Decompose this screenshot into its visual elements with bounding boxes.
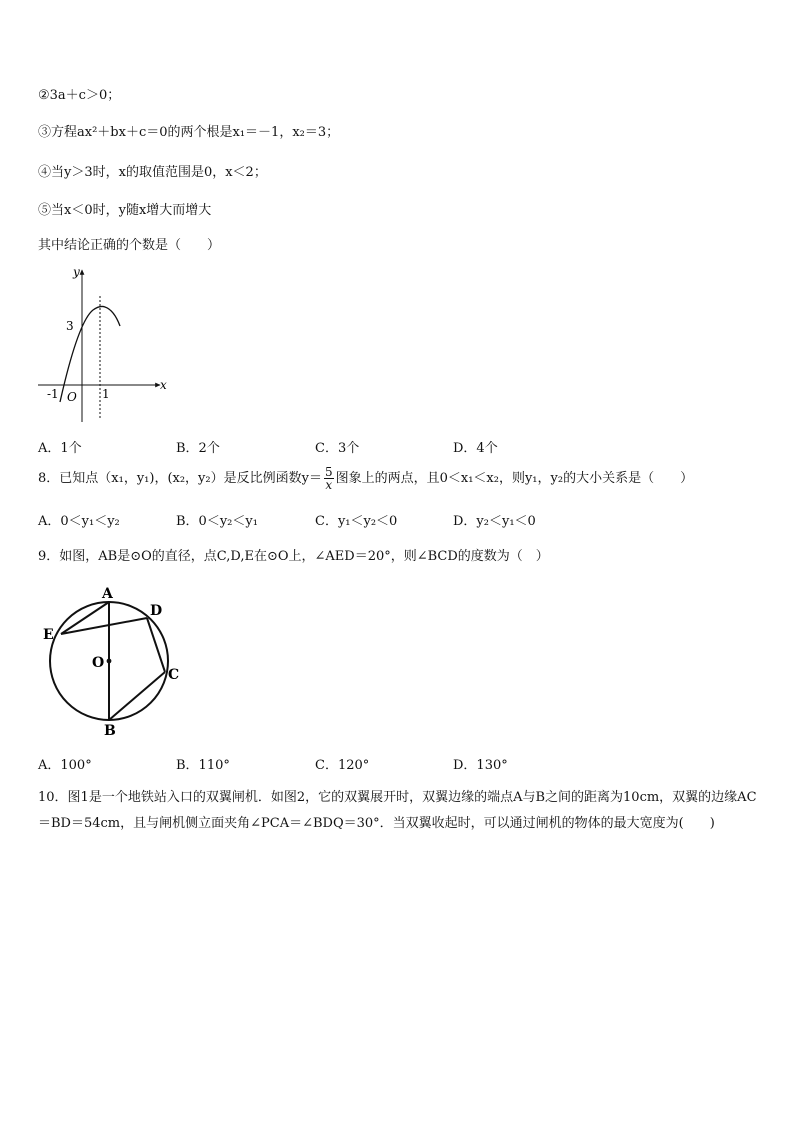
q8-fraction-numerator: 5 <box>324 465 333 479</box>
q9-circle-figure <box>38 583 198 738</box>
q8-option-c[interactable]: C．y₁＜y₂＜0 <box>315 514 398 529</box>
q7-option-c[interactable]: C．3个 <box>315 441 360 456</box>
q8-text-after: 图象上的两点，且0＜x₁＜x₂，则y₁，y₂的大小关系是（ ） <box>335 471 694 486</box>
q7-prompt: 其中结论正确的个数是（ ） <box>38 238 221 253</box>
y-axis-label: y <box>73 265 80 279</box>
label-b: B <box>104 723 116 738</box>
q7-option-b[interactable]: B．2个 <box>176 441 220 456</box>
q8-option-d[interactable]: D．y₂＜y₁＜0 <box>453 514 536 529</box>
tick-label-3: 3 <box>66 319 74 333</box>
tick-label-neg1: -1 <box>47 387 59 401</box>
q7-options <box>38 437 760 457</box>
q9-option-b[interactable]: B．110° <box>176 758 230 773</box>
label-o: O <box>92 655 105 671</box>
q8-option-a[interactable]: A．0＜y₁＜y₂ <box>38 514 120 529</box>
q10-stem: 10．图1是一个地铁站入口的双翼闸机．如图2，它的双翼展开时，双翼边缘的端点A与B之间的距离为10cm，双翼的边缘AC＝BD＝54cm，且与闸机侧立面夹角∠PCA＝∠BDQ＝30°．当双翼收起时，可以通过闸机的物体的最大宽度为( ) <box>38 790 757 831</box>
label-d: D <box>150 603 163 619</box>
q7-parabola-graph <box>30 262 180 422</box>
label-c: C <box>168 667 180 683</box>
center-dot <box>107 659 112 664</box>
q8-fraction <box>324 466 334 491</box>
q8-stem <box>38 464 693 494</box>
q8-option-b[interactable]: B．0＜y₂＜y₁ <box>176 514 258 529</box>
q9-option-a[interactable]: A．100° <box>38 758 92 773</box>
q8-fraction-denominator: x <box>325 478 333 492</box>
q7-statement-5: ⑤当x＜0时，y随x增大而增大 <box>38 203 212 218</box>
origin-label: O <box>67 390 77 404</box>
q7-option-d[interactable]: D．4个 <box>453 441 498 456</box>
q8-options <box>38 510 760 530</box>
q9-stem: 9．如图，AB是⊙O的直径，点C,D,E在⊙O上，∠AED＝20°，则∠BCD的度数为（ ） <box>38 549 549 564</box>
q9-option-c[interactable]: C．120° <box>315 758 370 773</box>
x-axis-label: x <box>160 378 167 392</box>
q8-text-before: 8．已知点（x₁，y₁)，(x₂，y₂）是反比例函数y＝ <box>38 471 322 486</box>
label-a: A <box>102 586 113 602</box>
q7-statement-2: ②3a＋c＞0； <box>38 88 121 103</box>
q9-option-d[interactable]: D．130° <box>453 758 508 773</box>
q7-statement-4: ④当y＞3时，x的取值范围是0，x＜2； <box>38 165 267 180</box>
tick-label-1: 1 <box>102 387 110 401</box>
q9-options <box>38 754 760 774</box>
label-e: E <box>43 627 54 643</box>
q7-option-a[interactable]: A．1个 <box>38 441 82 456</box>
q7-statement-3: ③方程ax²＋bx＋c＝0的两个根是x₁＝－1，x₂＝3； <box>38 125 340 140</box>
